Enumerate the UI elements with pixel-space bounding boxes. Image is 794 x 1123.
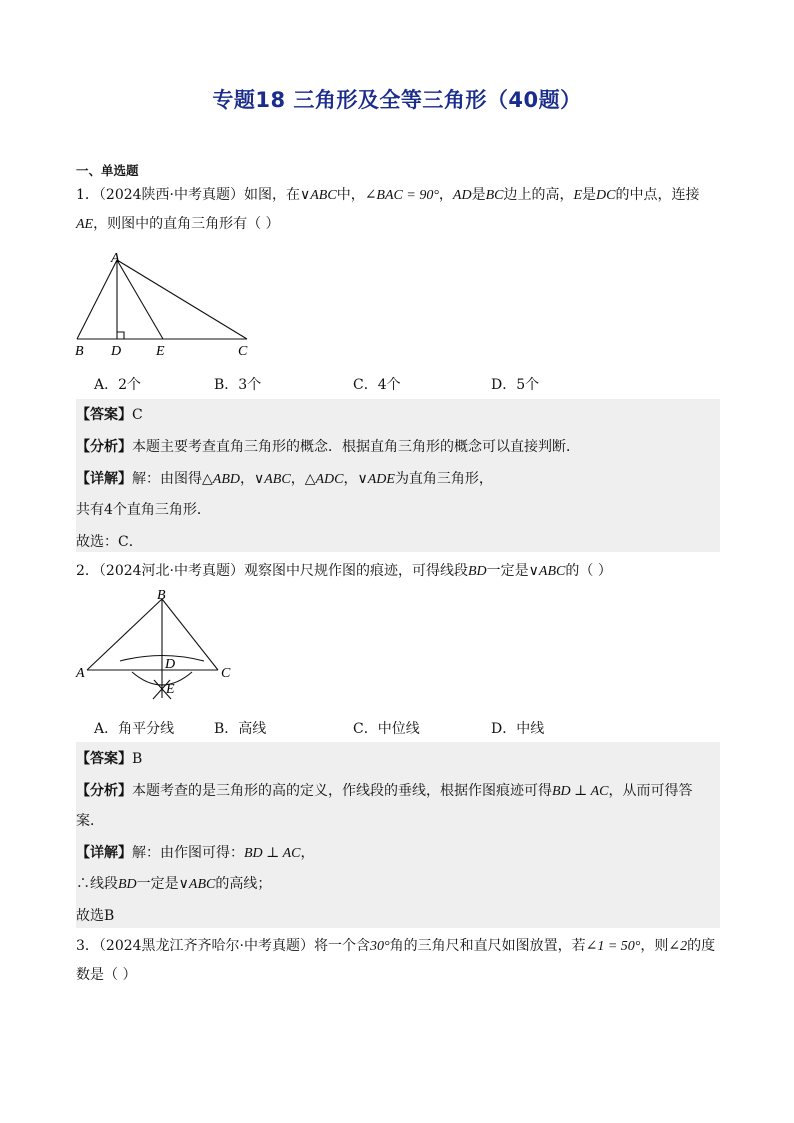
q1-stem-text: 1．（2024陕西·中考真题）如图，在 bbox=[76, 187, 300, 203]
q2-option-b[interactable]: B．高线 bbox=[214, 721, 267, 737]
q2-stem bbox=[76, 557, 722, 586]
q1-answer-value: C bbox=[132, 407, 143, 423]
q1-segment: AE bbox=[76, 217, 94, 232]
q1-detail-text: ， bbox=[343, 471, 358, 487]
q1-detail bbox=[76, 468, 722, 488]
q3-angle-ref: ∠2 bbox=[668, 939, 688, 954]
q1-conclusion: 故选：C． bbox=[76, 534, 143, 550]
q1-option-b[interactable]: B．3个 bbox=[214, 377, 262, 393]
analysis-tag: 【分析】 bbox=[76, 439, 132, 455]
answer-tag: 【答案】 bbox=[76, 407, 132, 423]
q1-detail-text: ， bbox=[239, 471, 254, 487]
q2-answer-value: B bbox=[132, 751, 143, 767]
q2-label-e: E bbox=[166, 682, 175, 697]
q2-detail-text: 解：由作图可得： bbox=[132, 845, 244, 861]
q1-label-c: C bbox=[238, 344, 248, 359]
q2-option-c[interactable]: C．中位线 bbox=[353, 721, 420, 737]
q1-side-ac bbox=[117, 260, 247, 339]
section-heading: 一、单选题 bbox=[76, 163, 139, 178]
q2-label-b: B bbox=[157, 588, 166, 603]
q2-figure bbox=[70, 586, 240, 708]
q2-detail-text: 的高线； bbox=[215, 876, 272, 892]
q1-angle-expr: ∠BAC = 90° bbox=[364, 188, 439, 203]
q2-triangle-ref: ∨ABC bbox=[528, 564, 566, 579]
q1-stem-text: 的中点，连接 bbox=[615, 187, 700, 203]
q1-stem-text: 是 bbox=[471, 187, 486, 203]
q1-analysis-text: 本题主要考查直角三角形的概念．根据直角三角形的概念可以直接判断． bbox=[132, 439, 580, 455]
q2-analysis bbox=[76, 780, 722, 800]
q1-label-a: A bbox=[111, 251, 120, 266]
q3-stem-text: ，则 bbox=[640, 938, 669, 954]
q2-analysis-text: ，从而可得答 bbox=[608, 783, 693, 799]
q2-label-a: A bbox=[76, 666, 85, 681]
q1-segment: BC bbox=[485, 188, 504, 203]
q2-detail-text: ， bbox=[300, 845, 315, 861]
q2-segment: BD bbox=[468, 564, 487, 579]
q1-detail-text: 为直角三角形， bbox=[394, 471, 493, 487]
q1-right-angle-mark bbox=[117, 332, 124, 339]
detail-tag: 【详解】 bbox=[76, 845, 132, 861]
q2-option-d[interactable]: D．中线 bbox=[491, 721, 545, 737]
q2-segment: BD bbox=[118, 877, 137, 892]
q1-triangle-symbol: ∨ bbox=[300, 188, 311, 203]
q1-triangle-ref: △ADC bbox=[304, 472, 344, 487]
q1-segment: DC bbox=[596, 188, 616, 203]
q2-perpendicular-expr: BD ⊥ AC bbox=[244, 846, 301, 861]
q1-label-b: B bbox=[75, 344, 84, 359]
q1-answer bbox=[76, 404, 722, 424]
q1-detail-text: ， bbox=[290, 471, 305, 487]
q1-figure bbox=[70, 248, 270, 360]
q3-angle-value: 30° bbox=[370, 939, 390, 954]
q1-option-a[interactable]: A．2个 bbox=[94, 377, 142, 393]
q1-analysis bbox=[76, 436, 722, 456]
q2-answer bbox=[76, 748, 722, 768]
q1-triangle-ref: ∨ABC bbox=[253, 472, 291, 487]
q1-triangle-ref: △ABD bbox=[202, 472, 240, 487]
q3-stem-text: 3．（2024黑龙江齐齐哈尔·中考真题）将一个含 bbox=[76, 938, 370, 954]
q2-label-d: D bbox=[165, 657, 176, 672]
q1-label-e: E bbox=[156, 344, 165, 359]
q2-triangle-ref: ∨ABC bbox=[178, 877, 216, 892]
q1-detail-text: 解：由图得 bbox=[132, 471, 202, 487]
q2-detail-text: ∴线段 bbox=[76, 876, 118, 892]
q2-detail bbox=[76, 842, 722, 862]
q1-point: E bbox=[573, 188, 583, 203]
page-title: 专题18 三角形及全等三角形（40题） bbox=[212, 88, 582, 112]
q2-label-c: C bbox=[221, 666, 231, 681]
q3-stem bbox=[76, 932, 722, 990]
q2-stem-text: 2．（2024河北·中考真题）观察图中尺规作图的痕迹，可得线段 bbox=[76, 563, 468, 579]
q1-segment-ae bbox=[117, 260, 163, 339]
q1-option-c[interactable]: C．4个 bbox=[353, 377, 401, 393]
q1-triangle-name: ABC bbox=[310, 188, 337, 203]
q1-detail-line2: 共有4个直角三角形． bbox=[76, 502, 211, 518]
answer-tag: 【答案】 bbox=[76, 751, 132, 767]
analysis-tag: 【分析】 bbox=[76, 783, 132, 799]
q3-stem-text: 的度 bbox=[687, 938, 716, 954]
q1-stem-text: 是 bbox=[582, 187, 597, 203]
q1-triangle-ref: ∨ADE bbox=[357, 472, 395, 487]
q2-perpendicular-expr: BD ⊥ AC bbox=[552, 784, 609, 799]
q2-stem-text: 一定是 bbox=[486, 563, 529, 579]
q3-stem-text: 数是（ ） bbox=[76, 967, 137, 983]
detail-tag: 【详解】 bbox=[76, 471, 132, 487]
q1-label-d: D bbox=[111, 344, 122, 359]
q1-stem bbox=[76, 181, 722, 239]
q1-stem-text: ， bbox=[438, 187, 453, 203]
q2-detail-line2 bbox=[76, 873, 722, 893]
q2-stem-text: 的（ ） bbox=[565, 563, 612, 579]
q2-solution-box bbox=[76, 742, 720, 928]
q1-option-d[interactable]: D．5个 bbox=[491, 377, 540, 393]
q3-angle-expr: ∠1 = 50° bbox=[585, 939, 641, 954]
q3-stem-text: 角的三角尺和直尺如图放置，若 bbox=[389, 938, 586, 954]
q1-side-ab bbox=[77, 260, 117, 339]
q2-analysis-text: 本题考查的是三角形的高的定义，作线段的垂线，根据作图痕迹可得 bbox=[132, 783, 552, 799]
q1-stem-text: ，则图中的直角三角形有（ ） bbox=[93, 216, 280, 232]
q1-segment: AD bbox=[452, 188, 472, 203]
q2-option-a[interactable]: A．角平分线 bbox=[94, 721, 175, 737]
q1-stem-text: 中， bbox=[336, 187, 365, 203]
q2-analysis-line2: 案． bbox=[76, 813, 104, 829]
q2-conclusion: 故选B bbox=[76, 908, 115, 924]
q1-stem-text: 边上的高， bbox=[503, 187, 574, 203]
q2-detail-text: 一定是 bbox=[136, 876, 179, 892]
